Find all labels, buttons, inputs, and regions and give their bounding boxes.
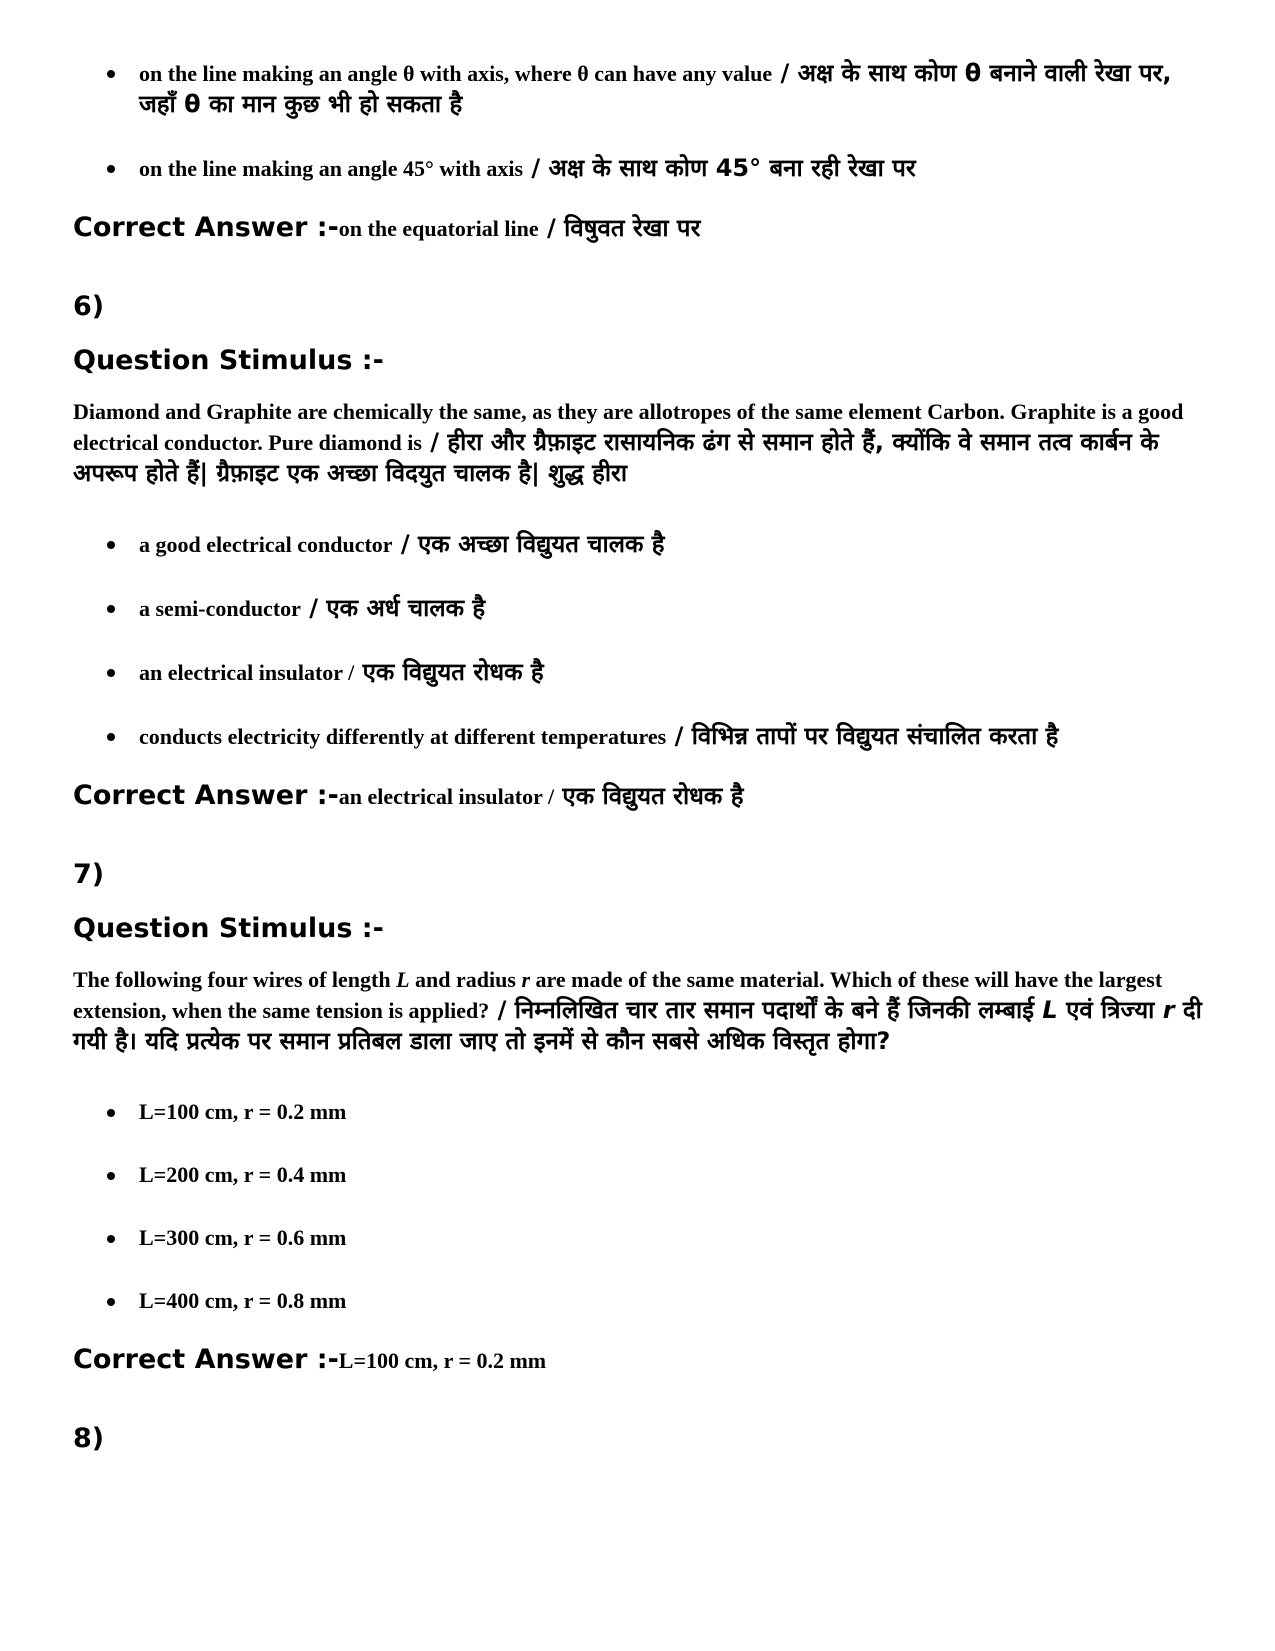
q6-option-1-en: a good electrical conductor (139, 532, 393, 557)
correct-answer-label: Correct Answer :- (73, 1344, 339, 1375)
bullet-icon (107, 1109, 115, 1117)
q5-option-3-en: on the line making an angle θ with axis, where θ can have any value (139, 61, 773, 86)
bullet-icon (107, 733, 115, 741)
question-6 (73, 290, 1203, 814)
q6-option-3 (73, 657, 1203, 688)
q7-var-radius-hi: r (1162, 996, 1175, 1024)
q6-stimulus-hi: / हीरा और ग्रैफ़ाइट रासायनिक ढंग से समान होते हैं, क्योंकि वे समान तत्व कार्बन के अपरूप होते हैं| ग्रैफ़ाइट एक अच्छा विदयुत चालक है| शुद्ध हीरा (73, 428, 1159, 487)
bullet-icon (107, 605, 115, 613)
q5-option-3 (73, 58, 1203, 120)
bullet-icon (107, 541, 115, 549)
q5-correct-answer-en: on the equatorial line (338, 216, 539, 241)
q6-option-2-hi: / एक अर्ध चालक है (300, 594, 486, 622)
q6-correct-answer-hi: एक विद्युयत रोधक है (554, 782, 744, 810)
q7-stimulus-hi-3: दी गयी है। यदि प्रत्येक पर समान प्रतिबल डाला जाए तो इनमें से कौन सबसे अधिक विस्तृत होगा? (73, 996, 1202, 1055)
q7-stimulus-en-2: and radius (409, 967, 522, 992)
bullet-icon (107, 1235, 115, 1243)
q6-correct-answer (73, 779, 1203, 814)
q5-correct-answer-hi: / विषुवत रेखा पर (538, 214, 701, 242)
q7-stimulus-en-1: The following four wires of length (73, 967, 397, 992)
q6-options-list (73, 529, 1203, 752)
q7-stimulus-hi-2: एवं त्रिज्या (1057, 996, 1163, 1024)
q7-stimulus-hi-1: / निम्नलिखित चार तार समान पदार्थों के बने हैं जिनकी लम्बाई (489, 996, 1043, 1024)
question-5 (73, 58, 1203, 246)
q7-option-4 (73, 1286, 1203, 1316)
q5-options-list (73, 58, 1203, 184)
correct-answer-label: Correct Answer :- (73, 212, 339, 243)
q6-option-4-hi: / विभिन्न तापों पर विद्युयत संचालित करता है (666, 722, 1059, 750)
q5-option-3-hi: / अक्ष के साथ कोण θ बनाने वाली रेखा पर, जहाँ θ का मान कुछ भी हो सकता है (139, 59, 1172, 118)
q6-stimulus-text (73, 396, 1203, 489)
q7-option-2-en: L=200 cm, r = 0.4 mm (139, 1162, 347, 1187)
q6-option-4 (73, 721, 1203, 752)
question-8 (73, 1422, 1203, 1456)
q6-option-1-hi: / एक अच्छा विद्युयत चालक है (392, 530, 665, 558)
bullet-icon (107, 70, 115, 78)
q6-option-1 (73, 529, 1203, 560)
q7-var-length: L (396, 967, 410, 992)
q7-option-3-en: L=300 cm, r = 0.6 mm (139, 1225, 347, 1250)
q7-options-list (73, 1097, 1203, 1316)
q7-stimulus-en-3: are made of the same material. Which of these will have the largest extension, when the same tension is applied? (73, 967, 1163, 1023)
q7-option-1-en: L=100 cm, r = 0.2 mm (139, 1099, 347, 1124)
q5-option-4-en: on the line making an angle 45° with axis (139, 156, 524, 181)
question-paper-page (73, 58, 1203, 1476)
bullet-icon (107, 165, 115, 173)
q6-stimulus-en: Diamond and Graphite are chemically the same, as they are allotropes of the same element Carbon. Graphite is a good electrical conductor. Pure diamond is (73, 399, 1184, 455)
q6-option-2-en: a semi-conductor (139, 596, 301, 621)
q6-option-4-en: conducts electricity differently at different temperatures (139, 724, 667, 749)
q7-stimulus-text (73, 964, 1203, 1057)
q5-option-4-hi: / अक्ष के साथ कोण 45° बना रही रेखा पर (523, 154, 916, 182)
q6-option-3-en: an electrical insulator / (139, 660, 355, 685)
question-stimulus-label: Question Stimulus :- (73, 913, 384, 944)
q7-correct-answer (73, 1343, 1203, 1378)
bullet-icon (107, 1172, 115, 1180)
q6-option-3-hi: एक विद्युयत रोधक है (354, 658, 544, 686)
correct-answer-label: Correct Answer :- (73, 780, 339, 811)
q6-correct-answer-en: an electrical insulator / (338, 784, 555, 809)
question-stimulus-label: Question Stimulus :- (73, 345, 384, 376)
q7-option-4-en: L=400 cm, r = 0.8 mm (139, 1288, 347, 1313)
q7-option-2 (73, 1160, 1203, 1190)
q7-var-radius: r (521, 967, 530, 992)
question-number: 8) (73, 1423, 105, 1454)
question-7 (73, 858, 1203, 1378)
q6-option-2 (73, 593, 1203, 624)
bullet-icon (107, 1298, 115, 1306)
bullet-icon (107, 669, 115, 677)
q7-correct-answer-en: L=100 cm, r = 0.2 mm (338, 1348, 547, 1373)
q7-var-length-hi: L (1042, 996, 1058, 1024)
q5-correct-answer (73, 211, 1203, 246)
q7-option-1 (73, 1097, 1203, 1127)
question-number: 7) (73, 859, 105, 890)
question-number: 6) (73, 291, 105, 322)
q5-option-4 (73, 153, 1203, 184)
q7-option-3 (73, 1223, 1203, 1253)
